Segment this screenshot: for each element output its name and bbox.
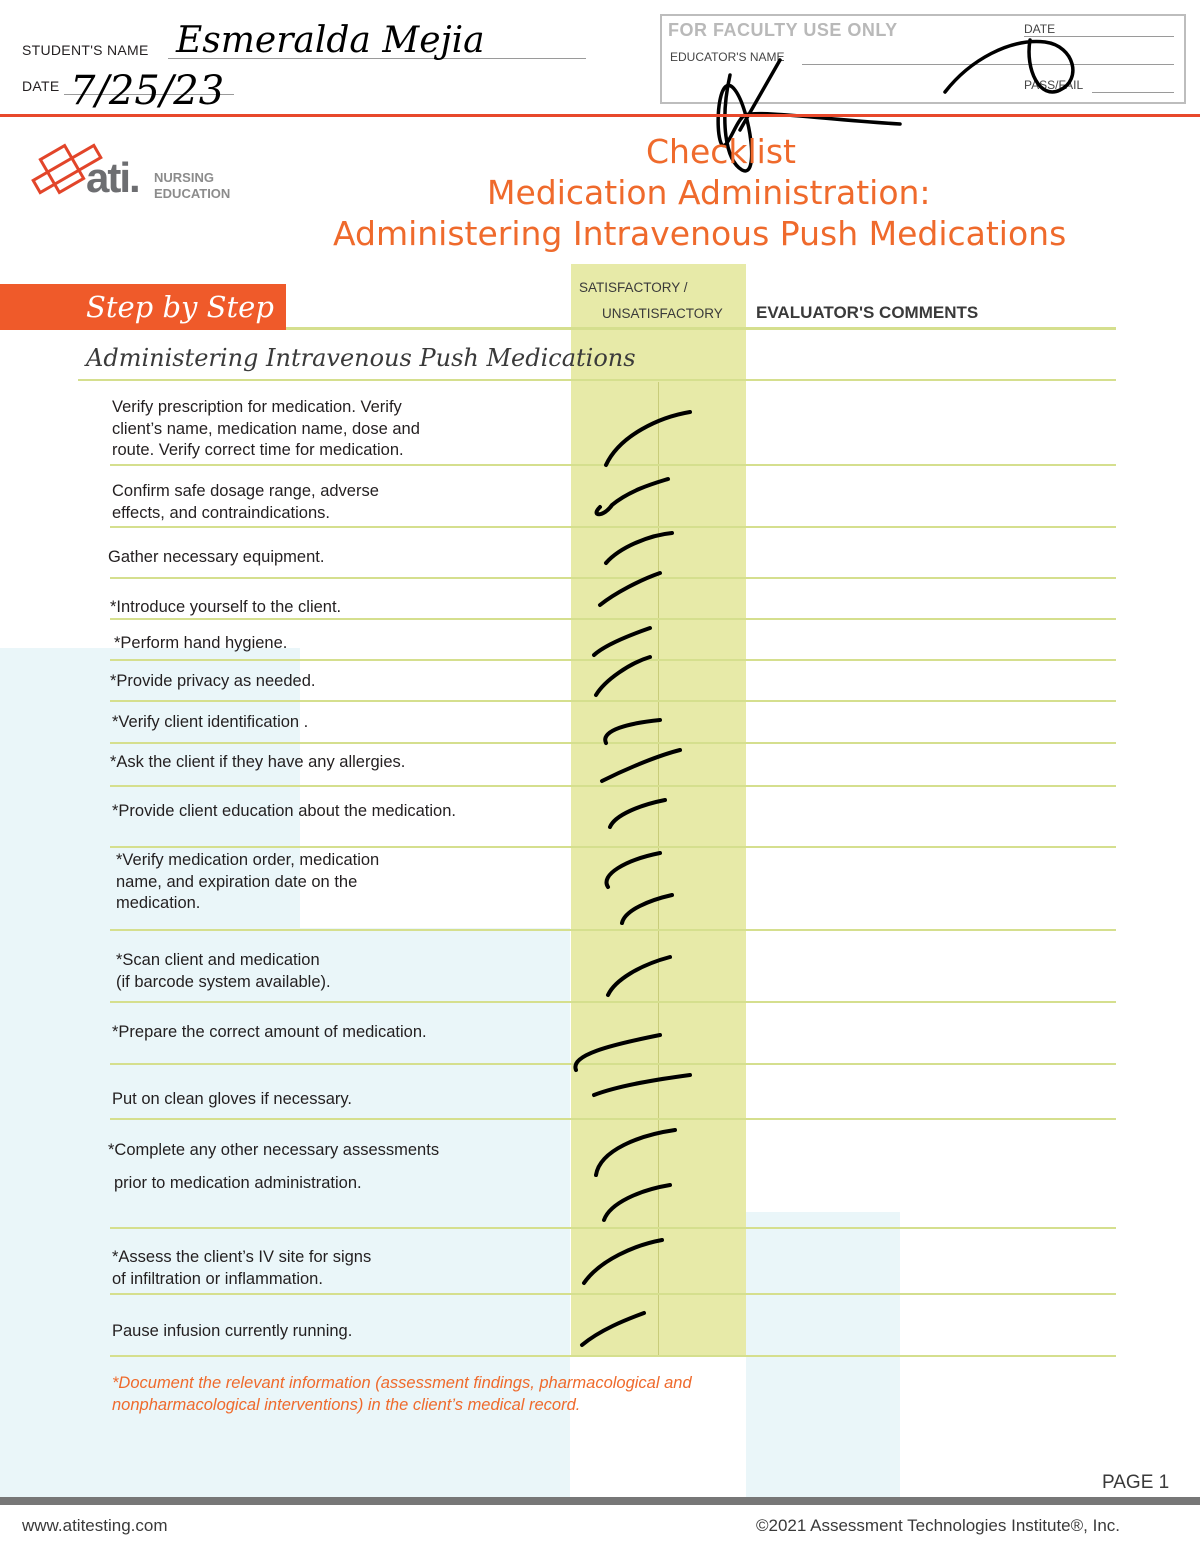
check-mark-11	[622, 895, 672, 923]
check-mark-3	[606, 533, 672, 563]
check-mark-8	[602, 750, 680, 781]
header-rule-green	[286, 327, 1116, 330]
footer-bar	[0, 1497, 1200, 1505]
check-mark-13	[575, 1035, 660, 1070]
step-6-text: *Provide privacy as needed.	[110, 672, 316, 690]
check-mark-6	[596, 657, 650, 695]
header-rule	[0, 114, 1200, 117]
step-by-step-label: Step by Step	[86, 290, 274, 324]
satisfactory-label-line2: UNSATISFACTORY	[602, 306, 723, 321]
footer-website[interactable]: www.atitesting.com	[22, 1516, 168, 1535]
step-3-text: Gather necessary equipment.	[108, 548, 325, 566]
check-marks	[560, 395, 710, 1365]
date-label: DATE	[22, 78, 60, 94]
step-15-text: prior to medication administration.	[114, 1174, 362, 1192]
step-1-text: Verify prescription for medication. Verify client’s name, medication name, dose and route. Verify correct time for medication.	[112, 398, 420, 459]
check-mark-1	[606, 412, 690, 465]
check-mark-5	[594, 628, 650, 655]
section-title-rule	[78, 379, 1116, 381]
check-mark-9	[610, 800, 665, 827]
check-mark-16	[604, 1185, 670, 1220]
pass-fail-label: PASS/FAIL	[1024, 78, 1084, 92]
step-11-text: *Scan client and medication (if barcode system available).	[116, 951, 331, 991]
check-mark-7	[605, 720, 660, 743]
step-16-text: *Assess the client’s IV site for signs of infiltration or inflammation.	[112, 1248, 372, 1288]
student-name-label: STUDENT'S NAME	[22, 42, 149, 58]
background-block-left	[0, 648, 300, 1498]
check-mark-14	[594, 1075, 690, 1095]
date-value: 7/25/23	[70, 68, 225, 114]
check-mark-18	[582, 1313, 644, 1345]
step-7-text: *Verify client identification .	[112, 713, 309, 731]
step-17-text: Pause infusion currently running.	[112, 1322, 353, 1340]
step-4-text: *Introduce yourself to the client.	[110, 598, 342, 616]
title-line3: Administering Intravenous Push Medications	[333, 214, 1067, 253]
faculty-date-label: DATE	[1024, 22, 1056, 36]
check-mark-4	[600, 573, 660, 605]
step-2-text: Confirm safe dosage range, adverse effects, and contraindications.	[112, 482, 379, 522]
step-5-text: *Perform hand hygiene.	[114, 634, 288, 652]
check-mark-17	[584, 1240, 662, 1283]
logo-brand: ati.	[86, 154, 139, 201]
logo-line2: EDUCATION	[154, 186, 231, 201]
step-8-text: *Ask the client if they have any allergies.	[110, 753, 406, 771]
student-name-value: Esmeralda Mejia	[176, 20, 485, 61]
check-mark-2	[597, 479, 668, 514]
educator-name-label: EDUCATOR'S NAME	[670, 50, 785, 64]
check-mark-15	[596, 1130, 675, 1175]
step-10-text: *Verify medication order, medication name, and expiration date on the medication.	[116, 851, 380, 912]
section-title: Administering Intravenous Push Medications	[86, 344, 636, 372]
satisfactory-label-line1: SATISFACTORY /	[579, 280, 688, 295]
step-14-text: *Complete any other necessary assessments	[108, 1141, 440, 1159]
check-mark-10	[607, 853, 660, 887]
title-line2: Medication Administration:	[487, 173, 931, 212]
step-9-text: *Provide client education about the medication.	[112, 802, 456, 820]
documentation-footnote: *Document the relevant information (assessment findings, pharmacological and nonpharmacological interventions) in the client’s medical record.	[112, 1374, 692, 1414]
step-12-text: *Prepare the correct amount of medication.	[112, 1023, 427, 1041]
step-by-step-tab	[0, 284, 286, 330]
footer-copyright: ©2021 Assessment Technologies Institute®, Inc.	[756, 1516, 1120, 1535]
title-line1: Checklist	[646, 132, 796, 171]
logo-line1: NURSING	[154, 170, 214, 185]
page-number: PAGE 1	[1102, 1472, 1170, 1493]
faculty-title: FOR FACULTY USE ONLY	[668, 20, 898, 40]
check-mark-12	[608, 957, 670, 995]
step-13-text: Put on clean gloves if necessary.	[112, 1090, 352, 1108]
evaluator-comments-heading: EVALUATOR'S COMMENTS	[756, 303, 979, 322]
